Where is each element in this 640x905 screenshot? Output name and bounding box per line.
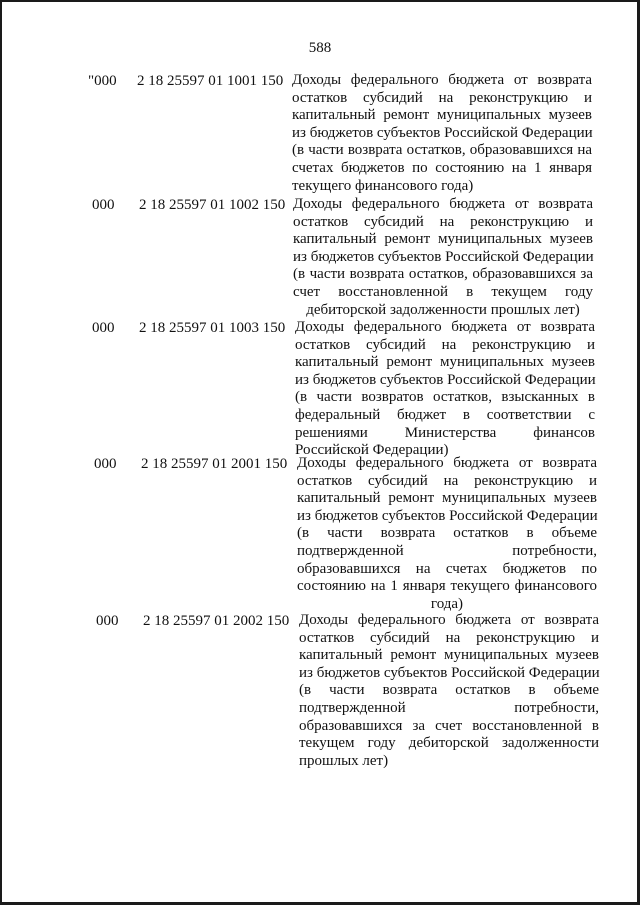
kbk-code: 2 18 25597 01 1003 150 bbox=[139, 320, 286, 336]
entry-description bbox=[299, 612, 599, 770]
entry-description bbox=[295, 319, 595, 460]
description-line: Российской Федерации) bbox=[295, 442, 449, 459]
description-line: из бюджетов субъектов Российской Федерации bbox=[295, 371, 596, 388]
description-line: Доходы федерального бюджета от возврата bbox=[297, 455, 597, 471]
description-line: остатков субсидий на реконструкцию и bbox=[293, 213, 593, 230]
description-line: из бюджетов субъектов Российской Федерации bbox=[292, 124, 593, 141]
description-line: остатков субсидий на реконструкцию и bbox=[299, 629, 599, 646]
description-line: Доходы федерального бюджета от возврата bbox=[295, 319, 595, 335]
description-line: из бюджетов субъектов Российской Федерации bbox=[299, 664, 600, 681]
description-line: текущем году дебиторской задолженности bbox=[299, 735, 599, 752]
description-line: Доходы федерального бюджета от возврата bbox=[293, 196, 593, 212]
description-line: года) bbox=[430, 595, 464, 612]
entry-description bbox=[292, 72, 592, 195]
description-line: решениями Министерства финансов bbox=[295, 424, 595, 441]
kbk-code: 2 18 25597 01 2002 150 bbox=[143, 613, 290, 629]
description-line: из бюджетов субъектов Российской Федерации bbox=[293, 248, 594, 265]
kbk-code: 2 18 25597 01 2001 150 bbox=[141, 456, 288, 472]
kbk-code: 2 18 25597 01 1002 150 bbox=[139, 197, 286, 213]
description-line: (в части возвратов остатков, взысканных в bbox=[295, 389, 595, 406]
description-line: капитальный ремонт муниципальных музеев bbox=[293, 231, 593, 248]
admin-code: 000 bbox=[94, 456, 117, 472]
admin-code: 000 bbox=[96, 613, 119, 629]
description-line: дебиторской задолженности прошлых лет) bbox=[306, 301, 580, 318]
description-line: капитальный ремонт муниципальных музеев bbox=[295, 354, 595, 371]
description-line: Доходы федерального бюджета от возврата bbox=[299, 612, 599, 628]
description-line: остатков субсидий на реконструкцию и bbox=[297, 472, 597, 489]
description-line: федеральный бюджет в соответствии с bbox=[295, 406, 595, 423]
description-line: остатков субсидий на реконструкцию и bbox=[295, 336, 595, 353]
description-line: счетах бюджетов по состоянию на 1 января bbox=[292, 159, 592, 176]
admin-code: 000 bbox=[92, 320, 115, 336]
kbk-code: 2 18 25597 01 1001 150 bbox=[137, 73, 284, 89]
entry-description bbox=[293, 196, 593, 319]
description-line: (в части возврата остатков в объеме bbox=[297, 525, 597, 542]
description-line: остатков субсидий на реконструкцию и bbox=[292, 89, 592, 106]
description-line: образовавшихся за счет восстановленной в bbox=[299, 717, 599, 734]
entry-description bbox=[297, 455, 597, 613]
description-line: (в части возврата остатков в объеме bbox=[299, 682, 599, 699]
description-line: образовавшихся на счетах бюджетов по bbox=[297, 560, 597, 577]
description-line: счет восстановленной в текущем году bbox=[293, 283, 593, 300]
description-line: капитальный ремонт муниципальных музеев bbox=[299, 647, 599, 664]
page-number: 588 bbox=[308, 40, 332, 56]
description-line: подтвержденной потребности, bbox=[297, 542, 597, 559]
description-line: (в части возврата остатков, образовавшихся за bbox=[293, 266, 593, 283]
description-line: состоянию на 1 января текущего финансового bbox=[297, 578, 597, 595]
description-line: прошлых лет) bbox=[299, 752, 389, 769]
description-line: текущего финансового года) bbox=[292, 177, 474, 194]
admin-code: 000 bbox=[92, 197, 115, 213]
description-line: (в части возврата остатков, образовавшихся на bbox=[292, 142, 592, 159]
description-line: из бюджетов субъектов Российской Федерации bbox=[297, 507, 598, 524]
description-line: капитальный ремонт муниципальных музеев bbox=[297, 490, 597, 507]
admin-code: "000 bbox=[88, 73, 117, 89]
description-line: капитальный ремонт муниципальных музеев bbox=[292, 107, 592, 124]
description-line: подтвержденной потребности, bbox=[299, 699, 599, 716]
description-line: Доходы федерального бюджета от возврата bbox=[292, 72, 592, 88]
